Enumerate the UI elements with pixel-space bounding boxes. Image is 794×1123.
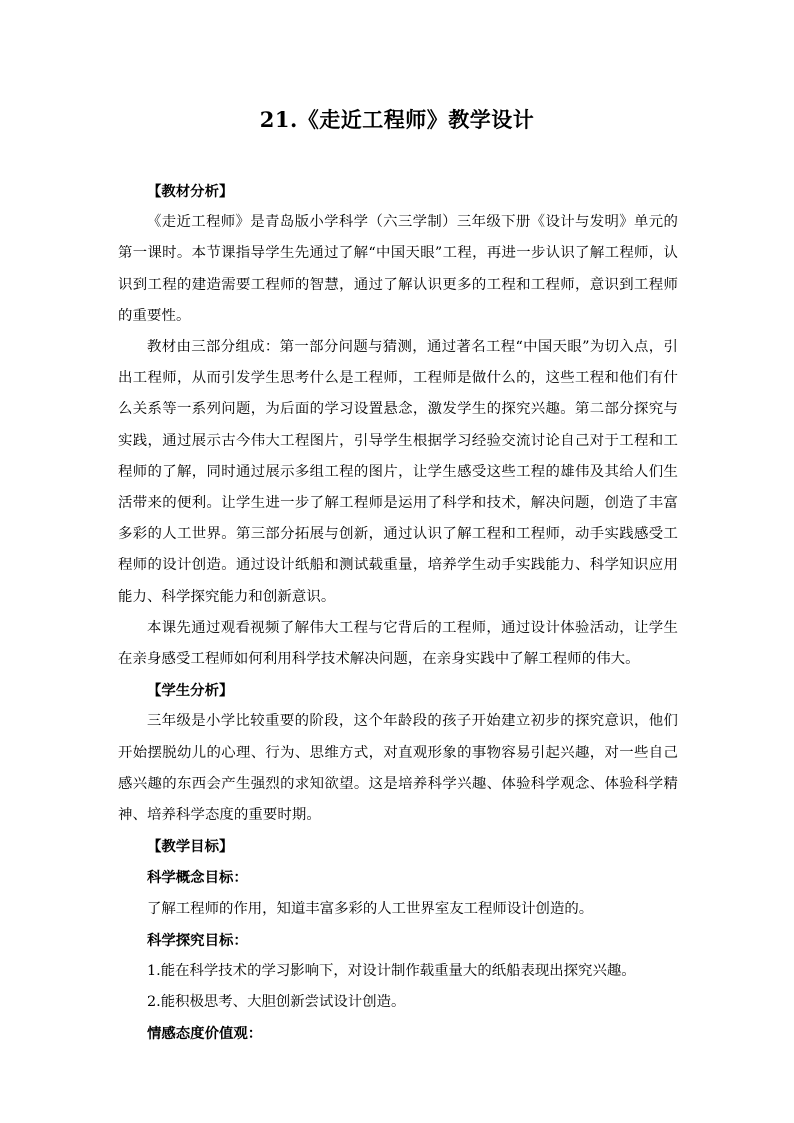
paragraph-textbook-3: 本课先通过观看视频了解伟大工程与它背后的工程师，通过设计体验活动，让学生在亲身感受工程师如何利用科学技术解决问题，在亲身实践中了解工程师的伟大。 bbox=[118, 619, 678, 668]
subheading-concept-goal: 科学概念目标： bbox=[147, 869, 248, 887]
section-heading-teaching-goals: 【教学目标】 bbox=[147, 838, 234, 856]
document-title: 21.《走近工程师》教学设计 bbox=[259, 107, 535, 132]
inquiry-goal-item-1: 1.能在科学技术的学习影响下，对设计制作载重量大的纸船表现出探究兴趣。 bbox=[147, 963, 636, 980]
subheading-inquiry-goal: 科学探究目标： bbox=[147, 931, 248, 949]
paragraph-textbook-1: 《走近工程师》是青岛版小学科学（六三学制）三年级下册《设计与发明》单元的第一课时。本节课指导学生先通过了解“中国天眼”工程，再进一步认识了解工程师，认识到工程的建造需要工程师的智慧，通过了解认识更多的工程和工程师，意识到工程师的重要性。 bbox=[118, 214, 678, 324]
concept-goal-text: 了解工程师的作用，知道丰富多彩的人工世界室友工程师设计创造的。 bbox=[147, 900, 594, 917]
inquiry-goal-item-2: 2.能积极思考、大胆创新尝试设计创造。 bbox=[147, 994, 406, 1011]
section-heading-student-analysis: 【学生分析】 bbox=[147, 682, 234, 700]
subheading-attitude-goal: 情感态度价值观： bbox=[147, 1025, 263, 1043]
paragraph-textbook-2: 教材由三部分组成：第一部分问题与猜测，通过著名工程“中国天眼”为切入点，引出工程师，从而引发学生思考什么是工程师，工程师是做什么的，这些工程和他们有什么关系等一系列问题，为后面的学习设置悬念，激发学生的探究兴趣。第二部分探究与实践，通过展示古今伟大工程图片，引导学生根据学习经验交流讨论自己对于工程和工程师的了解，同时通过展示多组工程的图片，让学生感受这些工程的雄伟及其给人们生活带来的便利。让学生进一步了解工程师是运用了科学和技术，解决问题，创造了丰富多彩的人工世界。第三部分拓展与创新，通过认识了解工程和工程师，动手实践感受工程师的设计创造。通过设计纸船和测试载重量，培养学生动手实践能力、科学知识应用能力、科学探究能力和创新意识。 bbox=[118, 339, 678, 605]
section-heading-textbook-analysis: 【教材分析】 bbox=[147, 183, 234, 200]
document-body bbox=[118, 176, 678, 1050]
paragraph-students-1: 三年级是小学比较重要的阶段，这个年龄段的孩子开始建立初步的探究意识，他们开始摆脱幼儿的心理、行为、思维方式，对直观形象的事物容易引起兴趣，对一些自己感兴趣的东西会产生强烈的求知欲望。这是培养科学兴趣、体验科学观念、体验科学精神、培养科学态度的重要时期。 bbox=[118, 713, 678, 824]
